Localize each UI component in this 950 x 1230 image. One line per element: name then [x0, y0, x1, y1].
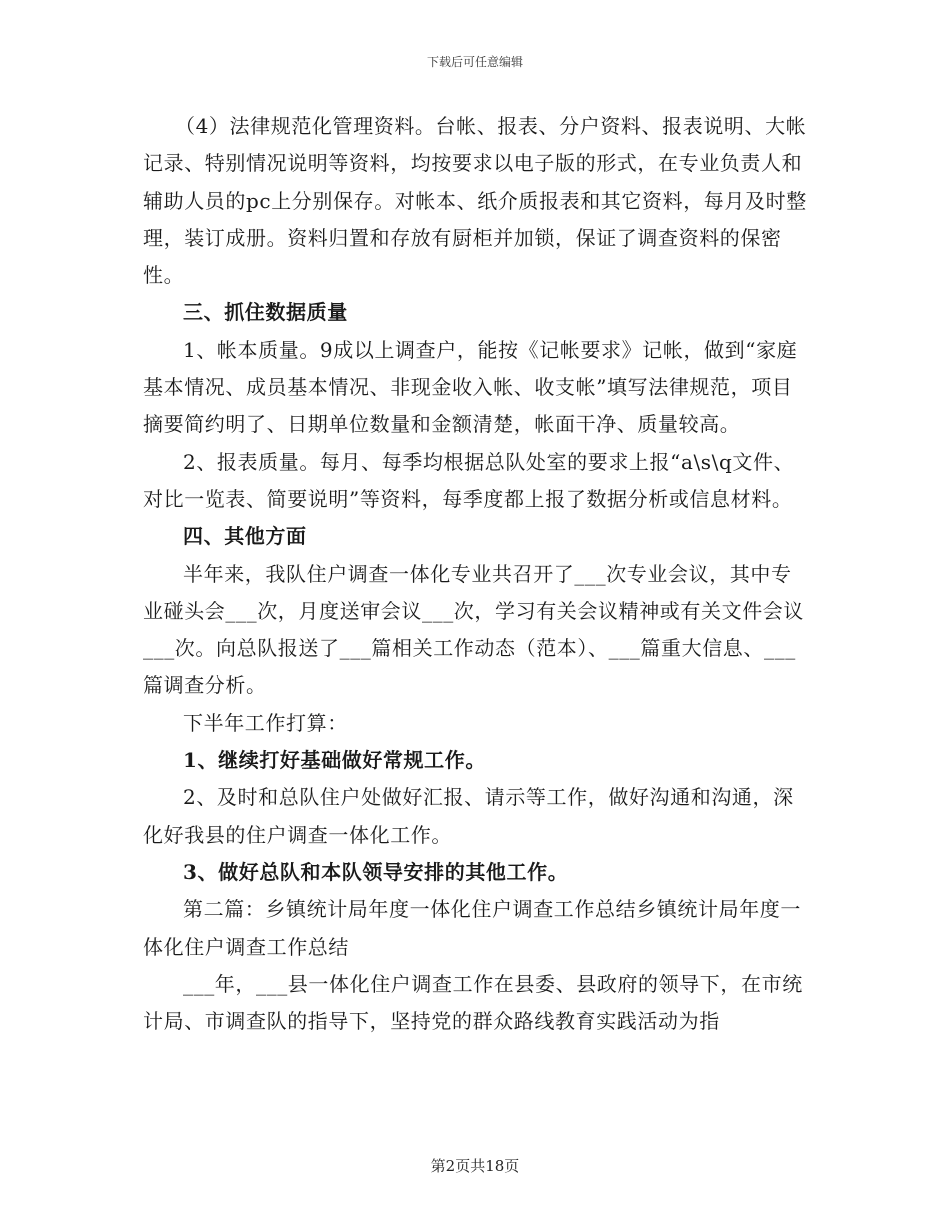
- paragraph-report-quality: 2、报表质量。每月、每季均根据总队处室的要求上报“a\s\q文件、对比一览表、简要说明”等资料，每季度都上报了数据分析或信息材料。: [143, 449, 795, 511]
- plan-item-1: 1、继续打好基础做好常规工作。: [183, 748, 486, 773]
- document-body: [143, 108, 808, 1040]
- plan-item-3: 3、做好总队和本队领导安排的其他工作。: [183, 859, 569, 884]
- paragraph-plan-intro: 下半年工作打算：: [183, 710, 348, 735]
- section-heading-other: 四、其他方面: [183, 524, 307, 549]
- paragraph-meetings: 半年来，我队住户调查一体化专业共召开了___次专业会议，其中专业碰头会___次，月度送审会议___次，学习有关会议精神或有关文件会议___次。向总队报送了___篇相关工作动态（范本）、___篇重大信息、___篇调查分析。: [143, 561, 804, 698]
- page-header: 下载后可任意编辑: [426, 55, 523, 69]
- paragraph-ledger-quality: 1、帐本质量。9成以上调查户，能按《记帐要求》记帐，做到“家庭基本情况、成员基本情况、非现金收入帐、收支帐”填写法律规范，项目摘要简约明了、日期单位数量和金额清楚，帐面干净、质量较高。: [143, 337, 798, 437]
- paragraph-legal-records: （4）法律规范化管理资料。台帐、报表、分户资料、报表说明、大帐记录、特别情况说明等资料，均按要求以电子版的形式，在专业负责人和辅助人员的pc上分别保存。对帐本、纸介质报表和其它资料，每月及时整理，装订成册。资料归置和存放有厨柜并加锁，保证了调查资料的保密性。: [143, 114, 807, 288]
- paragraph-second-article-title: 第二篇：乡镇统计局年度一体化住户调查工作总结乡镇统计局年度一体化住户调查工作总结: [143, 897, 801, 959]
- paragraph-second-article-intro: ___年，___县一体化住户调查工作在县委、县政府的领导下，在市统计局、市调查队的指导下，坚持党的群众路线教育实践活动为指: [143, 971, 803, 1034]
- plan-item-2: 2、及时和总队住户处做好汇报、请示等工作，做好沟通和沟通，深化好我县的住户调查一体化工作。: [143, 785, 794, 847]
- page-number: 第2页共18页: [430, 1157, 520, 1175]
- section-heading-data-quality: 三、抓住数据质量: [183, 300, 348, 325]
